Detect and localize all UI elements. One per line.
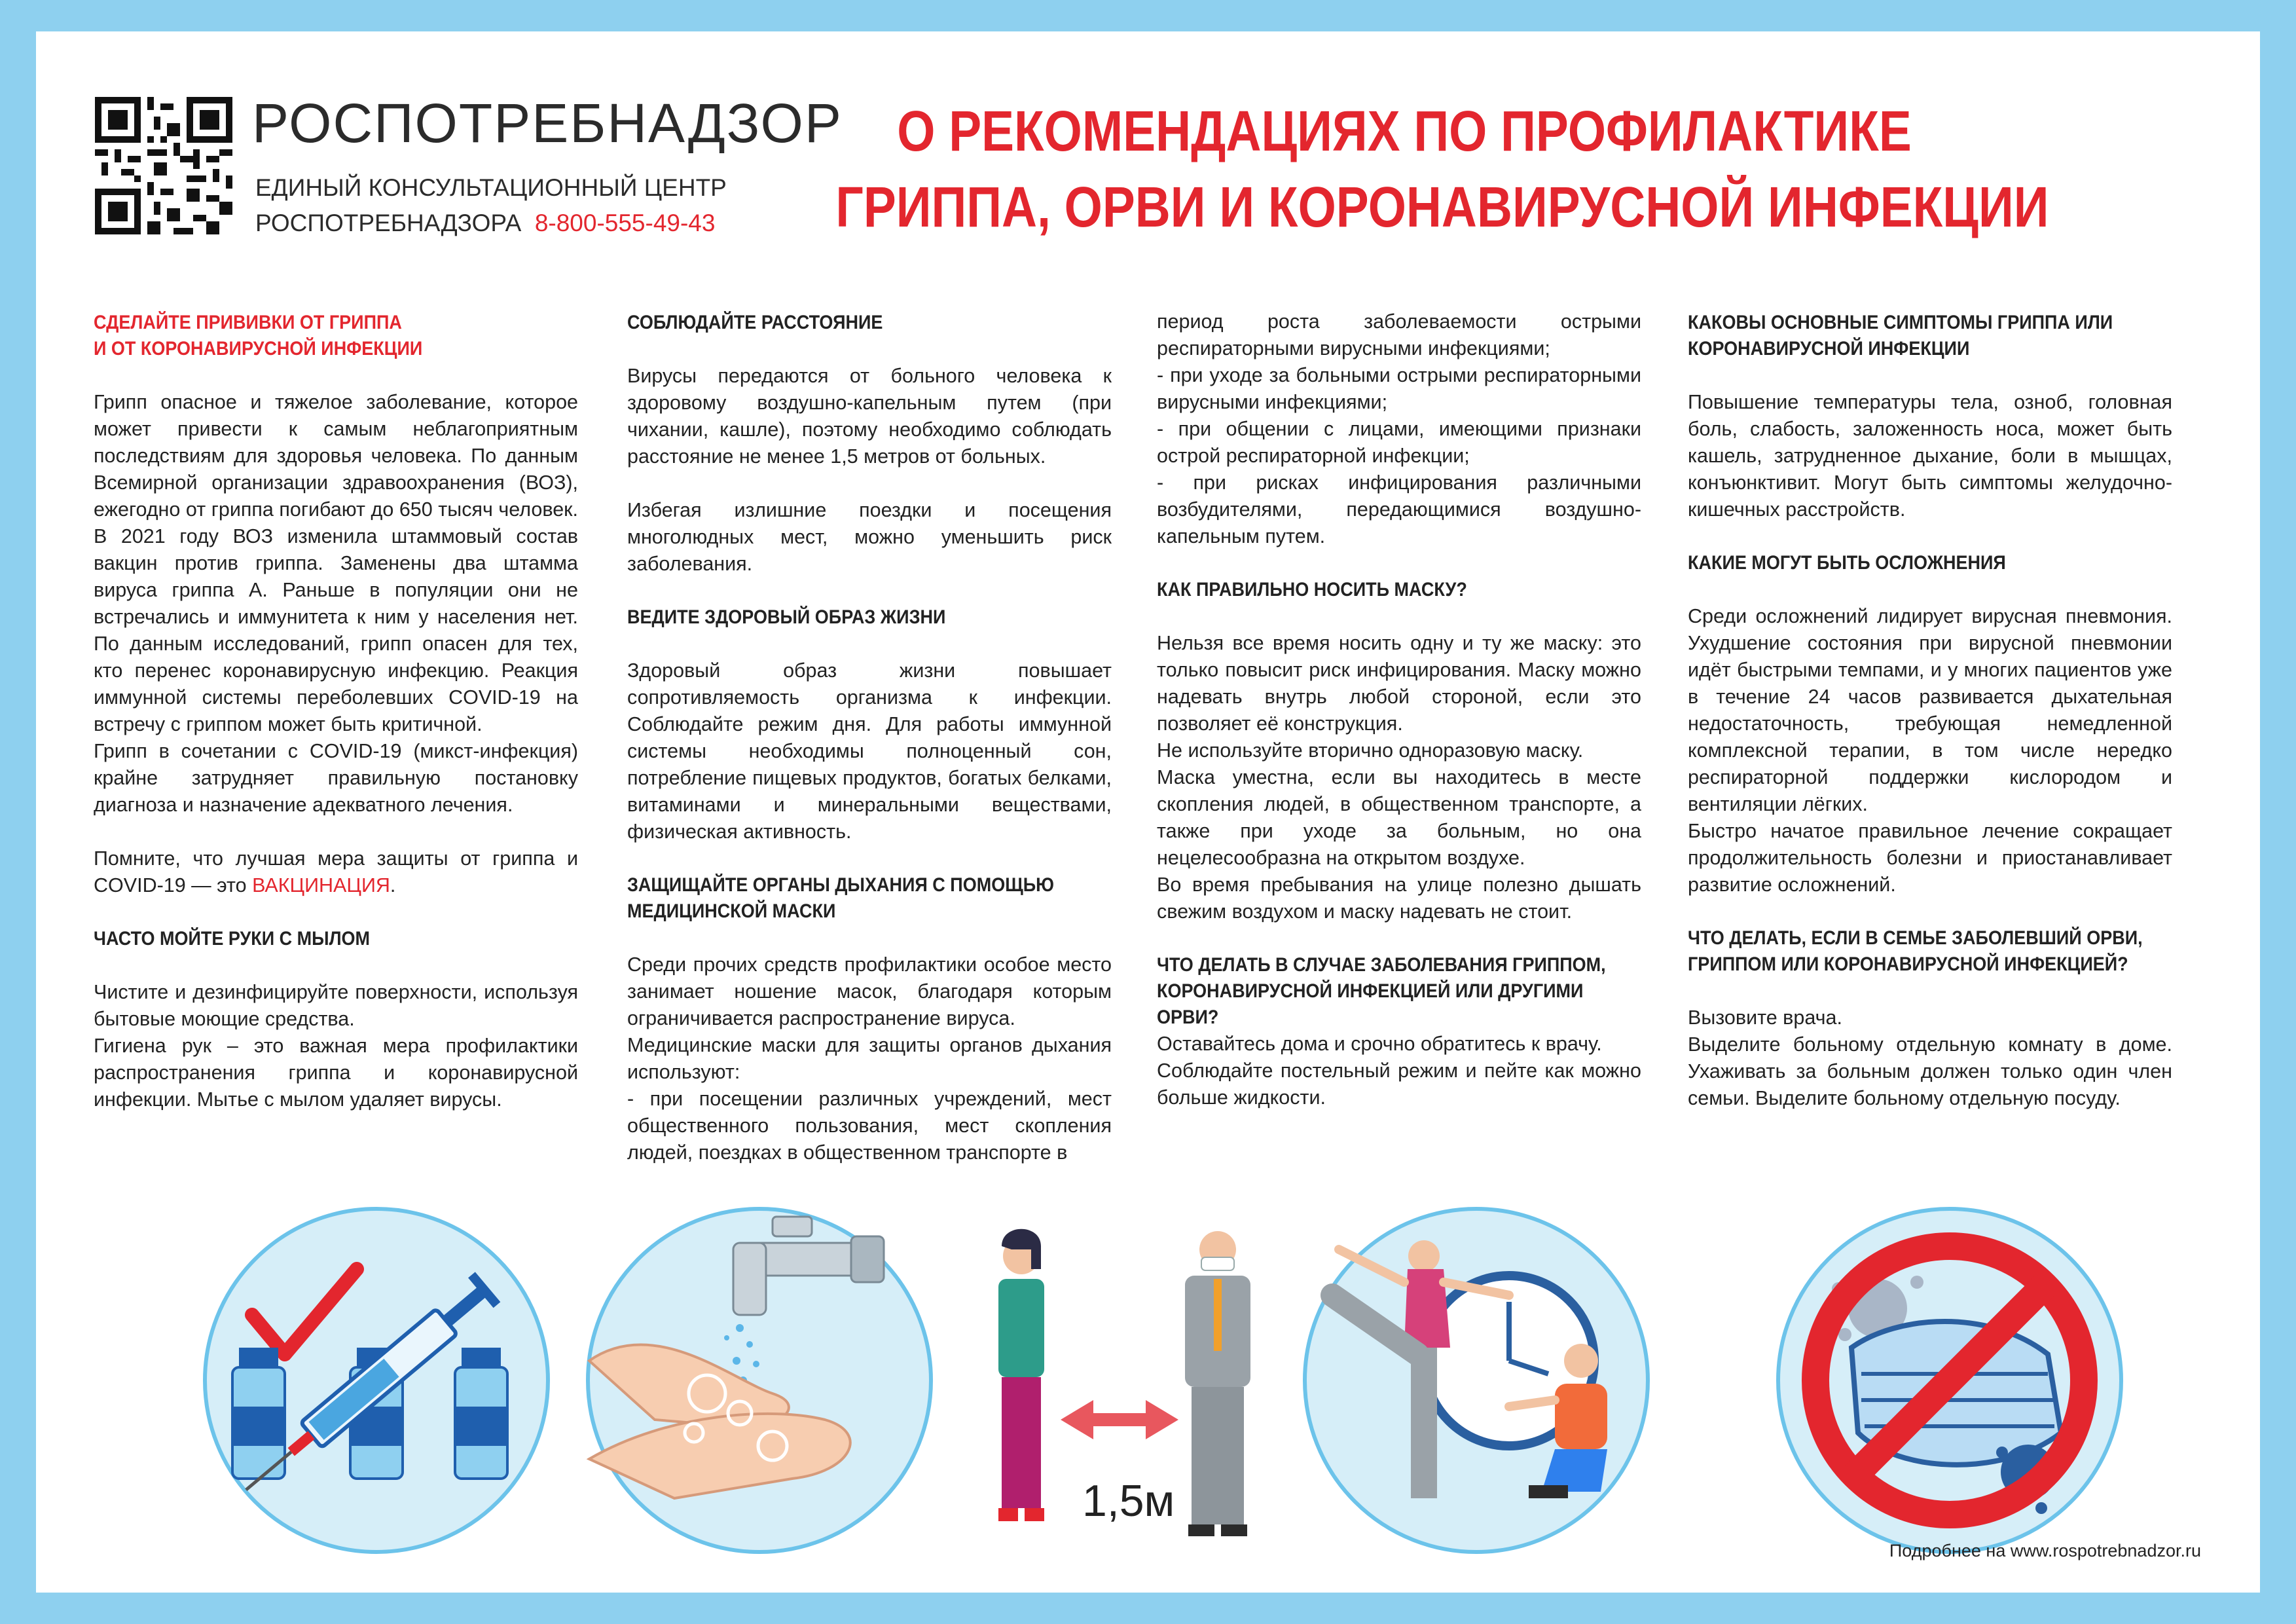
footer-website-link[interactable]: Подробнее на www.rospotrebnadzor.ru	[1889, 1541, 2201, 1560]
paragraph-clean-surfaces: Чистите и дезинфицируйте поверхности, используя бытовые моющие средства.	[94, 981, 578, 1030]
heading-if-ill: ЧТО ДЕЛАТЬ В СЛУЧАЕ ЗАБОЛЕВАНИЯ ГРИППОМ, КОРОНАВИРУСНОЙ ИНФЕКЦИЕЙ ИЛИ ДРУГИМИ ОРВИ?	[1157, 954, 1606, 1028]
paragraph-mixed-infection: Грипп в сочетании с COVID-19 (микст-инфекция) крайне затрудняет правильную постановку диагноза и назначение адекватного лечения.	[94, 740, 578, 816]
paragraph-bed-rest: Соблюдайте постельный режим и пейте как можно больше жидкости.	[1157, 1060, 1641, 1109]
heading-symptoms: КАКОВЫ ОСНОВНЫЕ СИМПТОМЫ ГРИППА ИЛИ КОРОНАВИРУСНОЙ ИНФЕКЦИИ	[1688, 312, 2113, 360]
man-figure-icon	[1185, 1231, 1250, 1536]
column-distance	[627, 310, 1112, 1166]
paragraph-masks-epidemic: период роста заболеваемости острыми респираторными вирусными инфекциями;	[1157, 310, 1641, 360]
paragraph-call-doctor: Вызовите врача.	[1688, 1006, 1842, 1029]
distance-label: 1,5м	[1082, 1476, 1175, 1526]
vaccine-vial-icon	[455, 1348, 507, 1479]
vaccination-end: .	[390, 874, 396, 896]
heading-family-member-ill: ЧТО ДЕЛАТЬ, ЕСЛИ В СЕМЬЕ ЗАБОЛЕВШИЙ ОРВИ, ГРИППОМ ИЛИ КОРОНАВИРУСНОЙ ИНФЕКЦИЕЙ?	[1688, 927, 2143, 975]
paragraph-symptoms: Повышение температуры тела, озноб, головная боль, слабость, заложенность носа, может быть кашель, затрудненное дыхание, боли в мышцах, конъюнктивит. Могут быть симптомы желудочно-кишечных расстройств.	[1688, 391, 2172, 521]
paragraph-healthy-lifestyle: Здоровый образ жизни повышает сопротивляемость организма к инфекции. Соблюдайте режим дня. Для работы иммунной системы необходимы полноценный сон, потребление пищевых продуктов, богатых белками, витаминами и минеральными веществами, физическая активность.	[627, 659, 1112, 843]
paragraph-masks-usage: Медицинские маски для защиты органов дыхания используют:	[627, 1034, 1112, 1083]
woman-figure-icon	[998, 1229, 1044, 1521]
paragraph-masks-role: Среди прочих средств профилактики особое место занимает ношение масок, благодаря которым ограничивается распространение вируса.	[627, 953, 1112, 1029]
paragraph-mask-appropriate: Маска уместна, если вы находитесь в месте скопления людей, в общественном транспорте, а также при уходе за больным, но она нецелесообразна на открытом воздухе.	[1157, 766, 1641, 869]
paragraph-masks-contact: - при общении с лицами, имеющими признаки острой респираторной инфекции;	[1157, 418, 1641, 467]
consultation-center-org: РОСПОТРЕБНАДЗОРА	[255, 210, 522, 236]
column-masks	[1157, 308, 1641, 1111]
heading-vaccination-line1: СДЕЛАЙТЕ ПРИВИВКИ ОТ ГРИППА	[94, 312, 402, 333]
hotline-phone[interactable]: 8-800-555-49-43	[534, 210, 716, 236]
heading-protect-breathing: ЗАЩИЩАЙТЕ ОРГАНЫ ДЫХАНИЯ С ПОМОЩЬЮ МЕДИЦИНСКОЙ МАСКИ	[627, 874, 1054, 922]
paragraph-disposable-mask: Не используйте вторично одноразовую маску.	[1157, 739, 1584, 762]
heading-healthy-lifestyle: ВЕДИТЕ ЗДОРОВЫЙ ОБРАЗ ЖИЗНИ	[627, 606, 946, 628]
heading-keep-distance: СОБЛЮДАЙТЕ РАССТОЯНИЕ	[627, 312, 883, 333]
poster-title-line2: ГРИППА, ОРВИ И КОРОНАВИРУСНОЙ ИНФЕКЦИИ	[835, 175, 2049, 239]
paragraph-masks-airborne: - при рисках инфицирования различными возбудителями, передающимися воздушно-капельным путем.	[1157, 471, 1641, 547]
vaccine-vial-icon	[232, 1348, 285, 1479]
paragraph-flu-danger: Грипп опасное и тяжелое заболевание, которое может привести к самым неблагоприятным последствиям для здоровья человека. По данным Всемирной организации здравоохранения (ВОЗ), ежегодно от гриппа погибают до 650 тысяч человек. В 2021 году ВОЗ изменила штаммовый состав вакцин против гриппа. Заменены два штамма вируса гриппа А. Раньше в популяции они не встречались и иммунитета к ним у населения нет. По данным исследований, грипп опасен для тех, кто перенес коронавирусную инфекцию. Реакция иммунной системы переболевших COVID-19 на встречу с гриппом может быть критичной.	[94, 391, 578, 735]
paragraph-vaccination-best	[94, 845, 578, 899]
column-vaccination	[94, 310, 578, 1113]
column-symptoms	[1688, 310, 2172, 1112]
heading-vaccination-line2: И ОТ КОРОНАВИРУСНОЙ ИНФЕКЦИИ	[94, 338, 423, 360]
poster	[36, 31, 2260, 1593]
lifestyle-illustration	[1293, 1197, 1660, 1564]
consultation-center-line2	[255, 206, 727, 241]
heading-complications: КАКИЕ МОГУТ БЫТЬ ОСЛОЖНЕНИЯ	[1688, 552, 2006, 574]
consultation-center-line1: ЕДИНЫЙ КОНСУЛЬТАЦИОННЫЙ ЦЕНТР	[255, 174, 727, 201]
paragraph-separate-room: Выделите больному отдельную комнату в доме. Ухаживать за больным должен только один член семьи. Выделите больному отдельную посуду.	[1688, 1033, 2172, 1109]
poster-title-line1: О РЕКОМЕНДАЦИЯХ ПО ПРОФИЛАКТИКЕ	[897, 100, 1912, 163]
no-virus-illustration	[1766, 1197, 2133, 1564]
distance-arrow-icon	[1061, 1400, 1178, 1439]
vaccination-best-text: Помните, что лучшая мера защиты от гриппа и COVID-19 — это	[94, 847, 578, 896]
paragraph-early-treatment: Быстро начатое правильное лечение сокращает продолжительность болезни и приостанавливает развитие осложнений.	[1688, 820, 2172, 896]
organization-name: РОСПОТРЕБНАДЗОР	[252, 92, 843, 154]
heading-vaccination	[94, 310, 577, 362]
paragraph-virus-transmission: Вирусы передаются от больного человека к здоровому воздушно-капельным путем (при чихании, кашле), поэтому необходимо соблюдать расстояние не менее 1,5 метров от больных.	[627, 365, 1112, 468]
paragraph-masks-public: - при посещении различных учреждений, мест общественного пользования, мест скопления людей, поездках в общественном транспорте в	[627, 1088, 1112, 1164]
vaccination-highlight: ВАКЦИНАЦИЯ	[252, 874, 390, 896]
paragraph-hand-hygiene: Гигиена рук – это важная мера профилактики распространения гриппа и коронавирусной инфекции. Мытье с мылом удаляет вирусы.	[94, 1035, 578, 1111]
vaccination-illustration	[193, 1197, 560, 1564]
paragraph-masks-caregiving: - при уходе за больными острыми респираторными вирусными инфекциями;	[1157, 364, 1641, 413]
heading-wear-mask: КАК ПРАВИЛЬНО НОСИТЬ МАСКУ?	[1157, 579, 1467, 600]
handwashing-illustration	[576, 1197, 943, 1564]
paragraph-stay-home: Оставайтесь дома и срочно обратитесь к врачу.	[1157, 1033, 1602, 1055]
paragraph-mask-outdoors: Во время пребывания на улице полезно дышать свежим воздухом и маску надевать не стоит.	[1157, 874, 1641, 923]
paragraph-avoid-crowds: Избегая излишние поездки и посещения многолюдных мест, можно уменьшить риск заболевания.	[627, 499, 1112, 575]
paragraph-pneumonia: Среди осложнений лидирует вирусная пневмония. Ухудшение состояния при вирусной пневмонии идёт быстрыми темпами, и у многих пациентов уже в течение 24 часов развивается дыхательная недостаточность, требующая немедленной комплексной терапии, в том числе нередко респираторной поддержки кислородом и вентиляции лёгких.	[1688, 605, 2172, 815]
heading-wash-hands: ЧАСТО МОЙТЕ РУКИ С МЫЛОМ	[94, 928, 371, 950]
paragraph-mask-reuse: Нельзя все время носить одну и ту же маску: это только повысит риск инфицирования. Маску можно надевать внутрь любой стороной, если это позволяет её конструкция.	[1157, 632, 1641, 735]
consultation-center	[255, 170, 727, 241]
qr-code-icon	[95, 97, 232, 234]
poster-title	[835, 94, 2049, 246]
